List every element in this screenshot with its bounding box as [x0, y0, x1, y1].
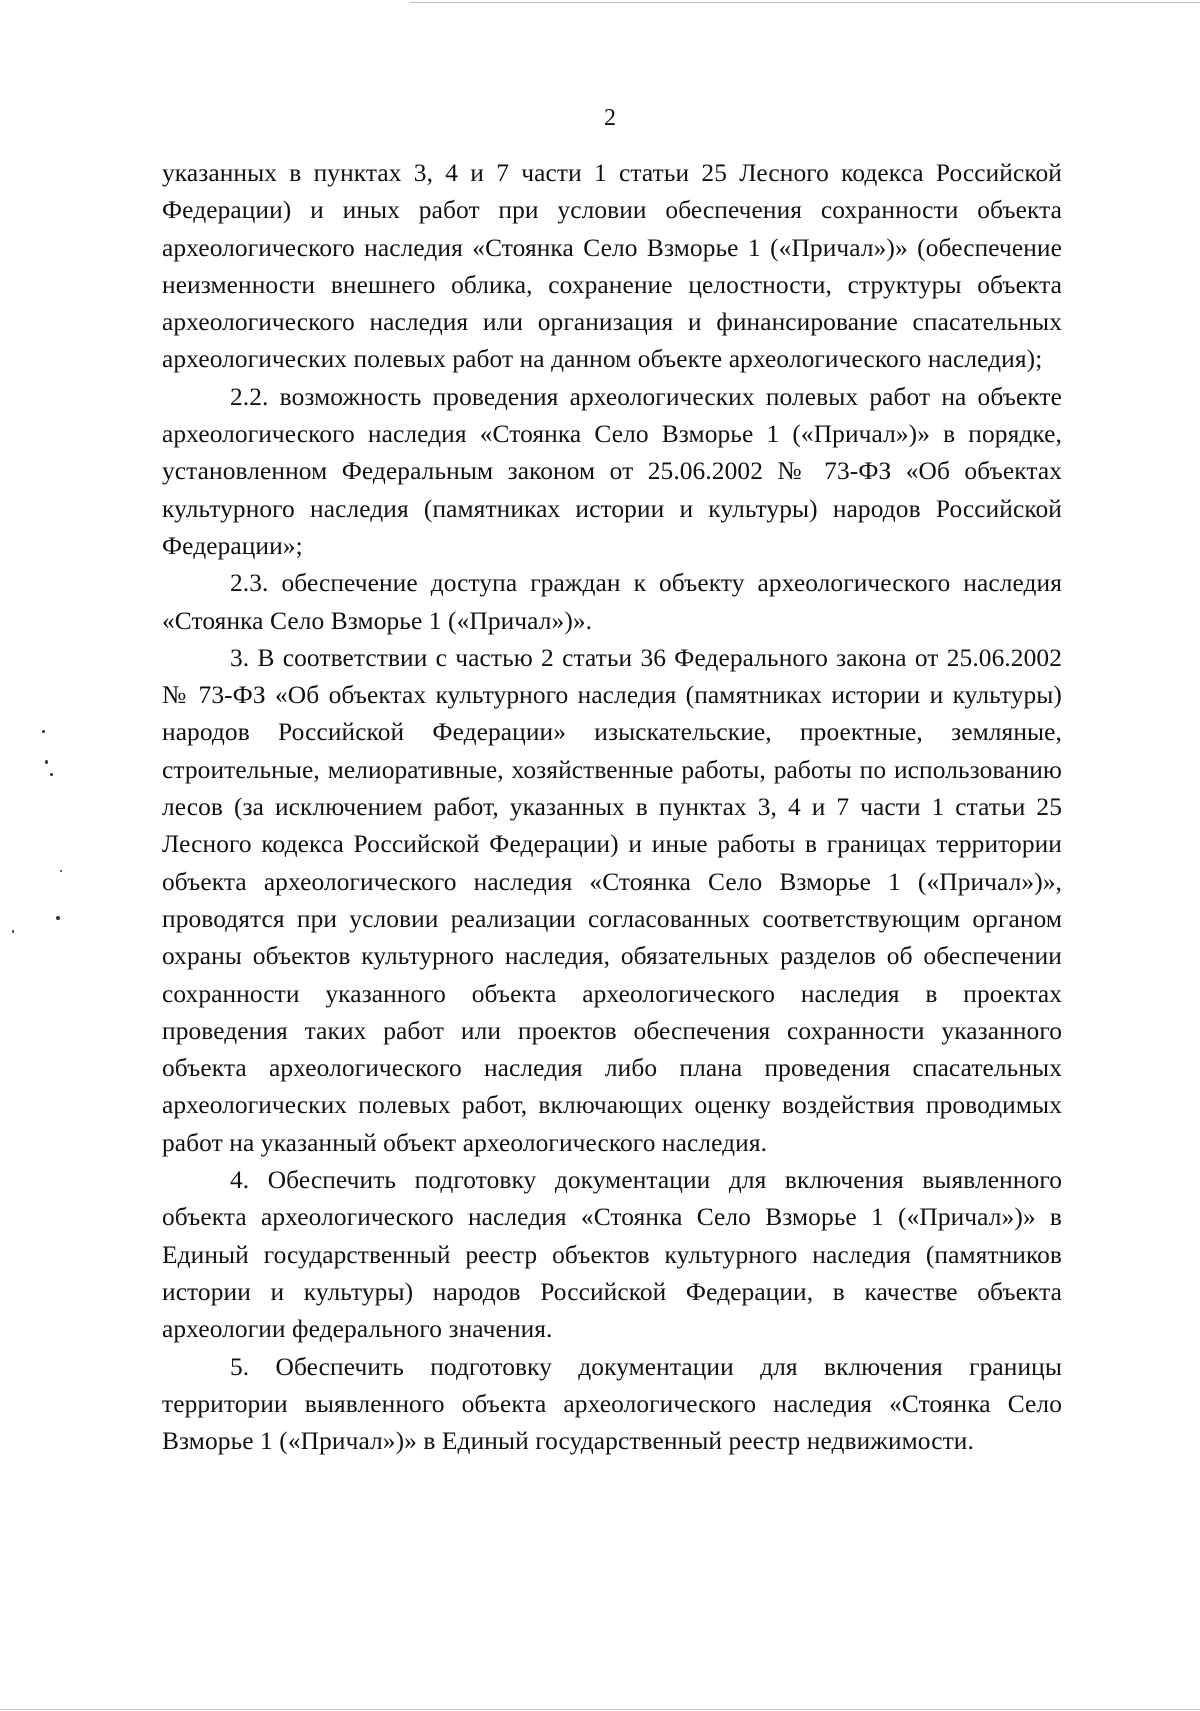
document-body [162, 155, 1062, 1460]
scan-speck [42, 730, 45, 733]
scan-speck [60, 870, 62, 872]
scan-speck [56, 916, 60, 920]
paragraph: 5. Обеспечить подготовку документации для включения границы территории выявленного объекта археологического наследия «Стоянка Село Взморье 1 («Причал»)» в Единый государственный реестр недвижимости. [162, 1352, 1062, 1456]
scan-speck [45, 760, 48, 764]
paragraph: 2.3. обеспечение доступа граждан к объекту археологического наследия «Стоянка Село Взморье 1 («Причал»)». [162, 569, 1062, 635]
scan-speck [12, 930, 14, 933]
paragraph: указанных в пунктах 3, 4 и 7 части 1 статьи 25 Лесного кодекса Российской Федерации) и иных работ при условии обеспечения сохранности объекта археологического наследия «Стоянка Село Взморье 1 («Причал»)» (обеспечение неизменности внешнего облика, сохранение целостности, структуры объекта археологического наследия или организация и финансирование спасательных археологических полевых работ на данном объекте археологического наследия); [162, 159, 1062, 374]
page-number: 2 [604, 105, 616, 131]
scan-edge-bottom [0, 1709, 1200, 1710]
paragraph: 4. Обеспечить подготовку документации для включения выявленного объекта археологического наследия «Стоянка Село Взморье 1 («Причал»)» в Единый государственный реестр объектов культурного наследия (памятников истории и культуры) народов Российской Федерации, в качестве объекта археологии федерального значения. [162, 1166, 1062, 1344]
scan-edge-top [410, 2, 1200, 3]
paragraph: 2.2. возможность проведения археологических полевых работ на объекте археологического наследия «Стоянка Село Взморье 1 («Причал»)» в порядке, установленном Федеральным законом от 25.06.2002 № 73-ФЗ «Об объектах культурного наследия (памятниках истории и культуры) народов Российской Федерации»; [162, 382, 1062, 560]
scan-speck [50, 773, 53, 776]
paragraph: 3. В соответствии с частью 2 статьи 36 Федерального закона от 25.06.2002 № 73-ФЗ «Об объектах культурного наследия (памятниках истории и культуры) народов Российской Федерации» изыскательские, проектные, земляные, строительные, мелиоративные, хозяйственные работы, работы по использованию лесов (за исключением работ, указанных в пунктах 3, 4 и 7 части 1 статьи 25 Лесного кодекса Российской Федерации) и иные работы в границах территории объекта археологического наследия «Стоянка Село Взморье 1 («Причал»)», проводятся при условии реализации согласованных соответствующим органом охраны объектов культурного наследия, обязательных разделов об обеспечении сохранности указанного объекта археологического наследия в проектах проведения таких работ или проектов обеспечения сохранности указанного объекта археологического наследия либо плана проведения спасательных археологических полевых работ, включающих оценку воздействия проводимых работ на указанный объект археологического наследия. [162, 643, 1062, 1157]
